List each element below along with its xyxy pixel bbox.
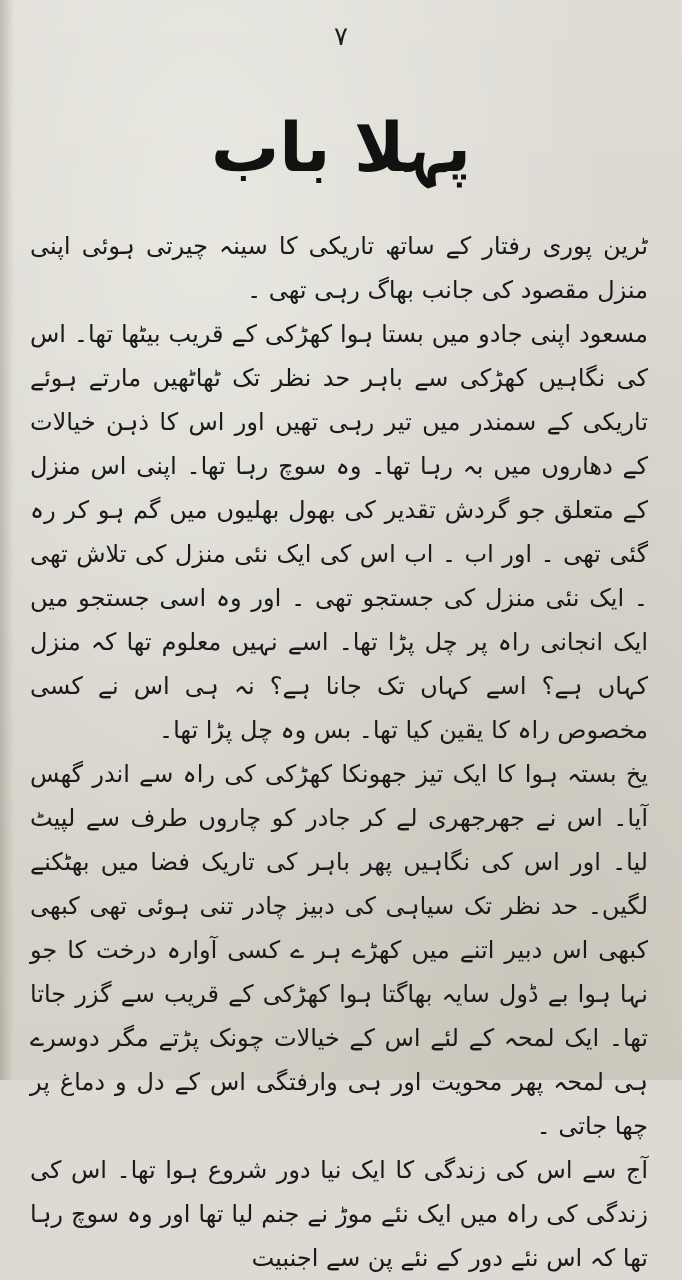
paragraph-4: آج سے اس کی زندگی کا ایک نیا دور شروع ہوا تھا۔ اس کی زندگی کی راہ میں ایک نئے موڑ نے جنم لیا تھا اور وہ سوچ رہا تھا کہ اس نئے دور کے نئے پن سے اجنبیت [30,1156,648,1272]
page-number: ۷ [334,22,348,52]
paragraph-2: مسعود اپنی جادو میں بستا ہوا کھڑکی کے قریب بیٹھا تھا۔ اس کی نگاہیں کھڑکی سے باہر حد نظر تک ٹھاٹھیں مارتے ہوئے تاریکی کے سمندر میں تیر رہی تھیں اور اس کا ذہن خیالات کے دھاروں میں بہ رہا تھا۔ وہ سوچ رہا تھا۔ اپنی اس منزل کے متعلق جو گردش تقدیر کی بھول بھلیوں میں گم ہو کر رہ گئی تھی ۔ اور اب ۔ اب اس کی ایک نئی منزل کی تلاش تھی ۔ ایک نئی منزل کی جستجو تھی ۔ اور وہ اسی جستجو میں ایک انجانی راہ پر چل پڑا تھا۔ اسے نہیں معلوم تھا کہ منزل کہاں ہے؟ اسے کہاں تک جانا ہے؟ نہ ہی اس نے کسی مخصوص راہ کا یقین کیا تھا۔ بس وہ چل پڑا تھا۔ [30,320,648,744]
paragraph-3: یخ بستہ ہوا کا ایک تیز جھونکا کھڑکی کی راہ سے اندر گھس آیا۔ اس نے جھرجھری لے کر جادر کو چاروں طرف سے لپیٹ لیا۔ اور اس کی نگاہیں پھر باہر کی تاریک فضا میں بھٹکنے لگیں۔ حد نظر تک سیاہی کی دبیز چادر تنی ہوئی تھی کبھی کبھی اس دبیر اتنے میں کھڑے ہر ے کسی آوارہ درخت کا جو نہا ہوا بے ڈول سایہ بھاگتا ہوا کھڑکی کے قریب سے گزر جاتا تھا۔ ایک لمحہ کے لئے اس کے خیالات چونک پڑتے مگر دوسرے ہی لمحہ پھر محویت اور ہی وارفتگی اس کے دل و دماغ پر چھا جاتی ۔ [30,760,648,1140]
chapter-title: پہلا باب [210,109,472,188]
body-text [30,224,648,1280]
paragraph-1: ٹرین پوری رفتار کے ساتھ تاریکی کا سینہ چیرتی ہوئی اپنی منزل مقصود کی جانب بھاگ رہی تھی ۔ [30,232,648,304]
